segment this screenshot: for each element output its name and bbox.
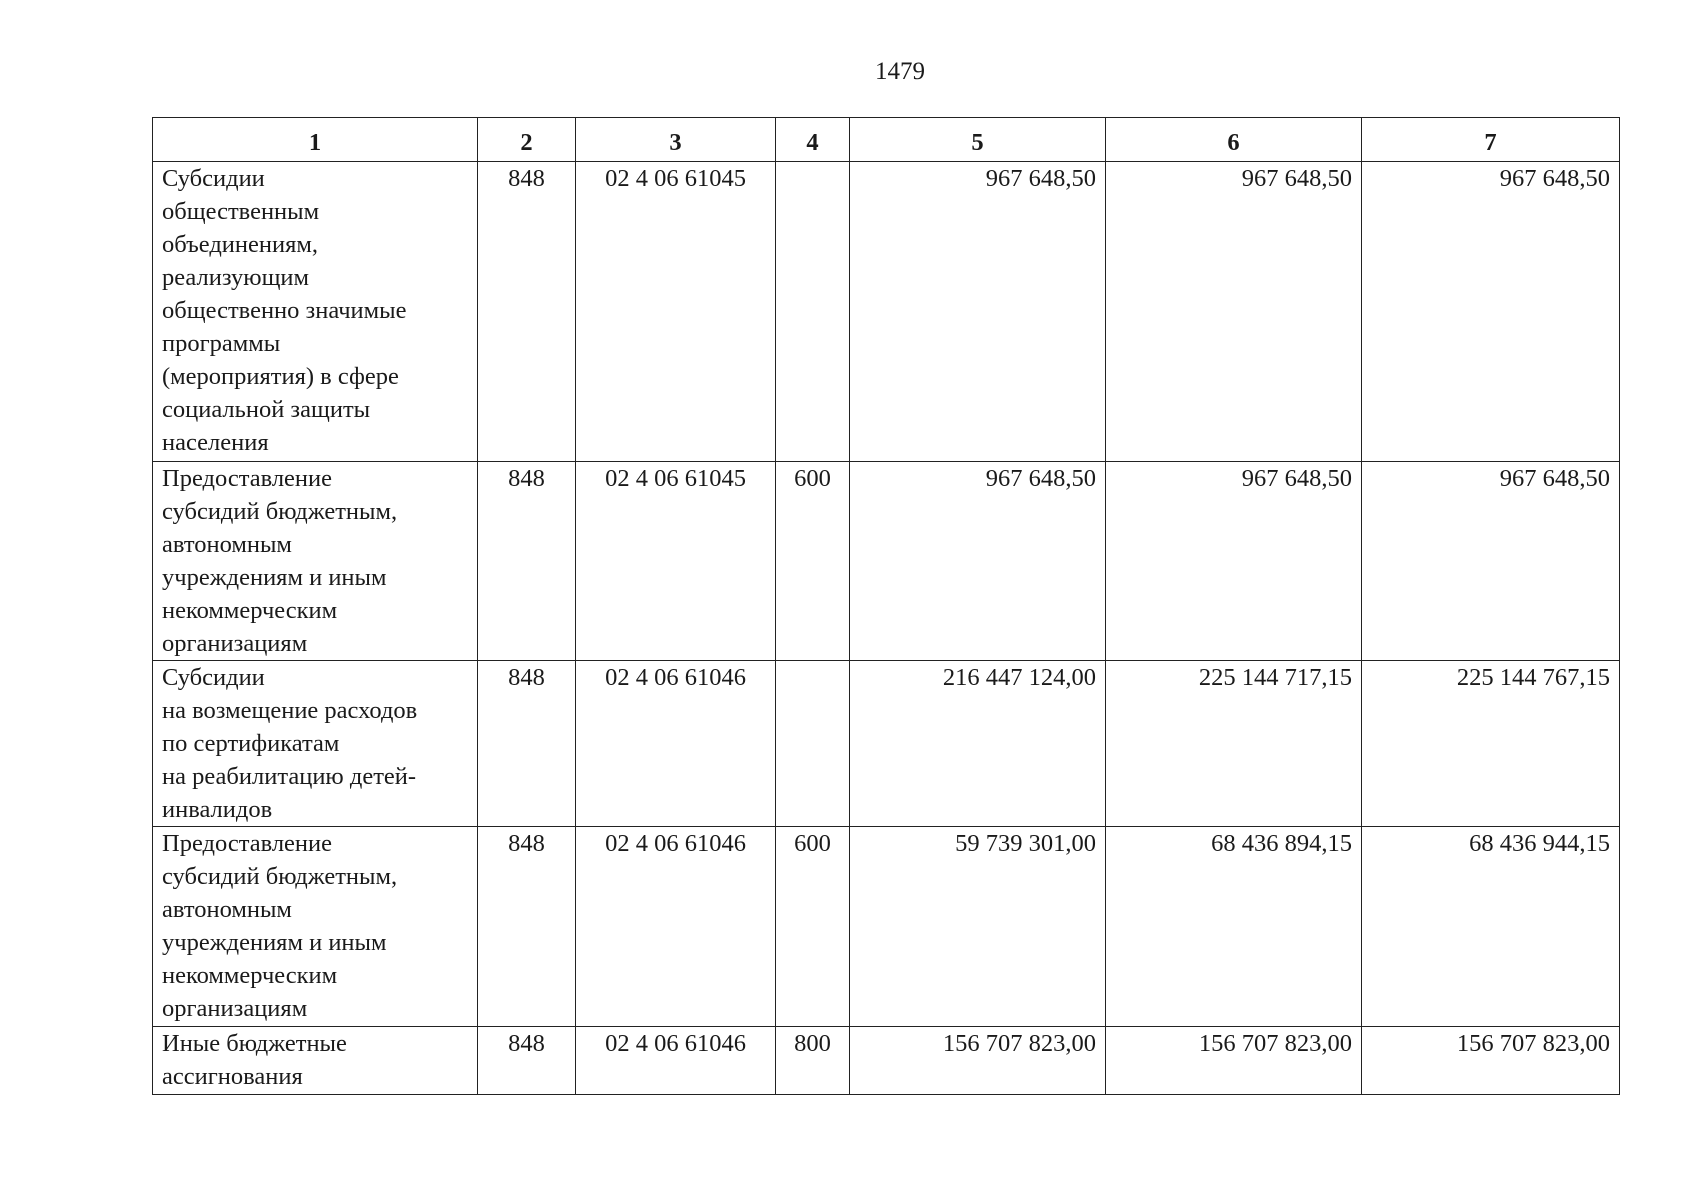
amount-col7-cell: 967 648,50 — [1362, 462, 1620, 661]
row-name-line: населения — [162, 429, 269, 456]
ministry-code-cell: 848 — [478, 462, 576, 661]
column-header-4: 4 — [776, 118, 850, 162]
row-name-line: субсидий бюджетным, — [162, 498, 398, 525]
row-name-cell — [153, 162, 478, 462]
amount-col5-cell: 967 648,50 — [850, 462, 1106, 661]
row-name-line: учреждениям и иным — [162, 564, 387, 591]
row-name-line: Субсидии — [162, 165, 265, 192]
column-header-3: 3 — [576, 118, 776, 162]
row-name-line: Иные бюджетные — [162, 1030, 347, 1057]
row-name-line: по сертификатам — [162, 730, 340, 757]
target-article-cell: 02 4 06 61046 — [576, 661, 776, 827]
target-article-cell: 02 4 06 61045 — [576, 162, 776, 462]
ministry-code-cell: 848 — [478, 162, 576, 462]
amount-col7-cell: 68 436 944,15 — [1362, 827, 1620, 1027]
row-name-line: Предоставление — [162, 465, 333, 492]
target-article-cell: 02 4 06 61046 — [576, 1027, 776, 1095]
target-article-cell: 02 4 06 61045 — [576, 462, 776, 661]
budget-table — [152, 117, 1620, 1095]
row-name-line: Предоставление — [162, 830, 333, 857]
row-name-line: некоммерческим — [162, 962, 338, 989]
amount-col5-cell: 156 707 823,00 — [850, 1027, 1106, 1095]
row-name-line: Субсидии — [162, 664, 265, 691]
amount-col7-cell: 156 707 823,00 — [1362, 1027, 1620, 1095]
expense-type-cell — [776, 162, 850, 462]
row-name-cell — [153, 462, 478, 661]
row-name-line: социальной защиты — [162, 396, 371, 423]
amount-col5-cell: 59 739 301,00 — [850, 827, 1106, 1027]
column-header-1: 1 — [153, 118, 478, 162]
page-number: 1479 — [875, 58, 925, 85]
row-name-cell — [153, 661, 478, 827]
column-header-7: 7 — [1362, 118, 1620, 162]
row-name-line: автономным — [162, 896, 292, 923]
amount-col5-cell: 216 447 124,00 — [850, 661, 1106, 827]
amount-col5-cell: 967 648,50 — [850, 162, 1106, 462]
row-name-line: на возмещение расходов — [162, 697, 418, 724]
ministry-code-cell: 848 — [478, 661, 576, 827]
row-name-line: ассигнования — [162, 1063, 303, 1090]
row-name-line: инвалидов — [162, 796, 273, 823]
row-name-line: реализующим — [162, 264, 310, 291]
amount-col6-cell: 68 436 894,15 — [1106, 827, 1362, 1027]
row-name-cell — [153, 827, 478, 1027]
table-row — [153, 462, 1620, 661]
amount-col7-cell: 225 144 767,15 — [1362, 661, 1620, 827]
amount-col7-cell: 967 648,50 — [1362, 162, 1620, 462]
column-header-2: 2 — [478, 118, 576, 162]
table-row — [153, 1027, 1620, 1095]
ministry-code-cell: 848 — [478, 827, 576, 1027]
column-header-6: 6 — [1106, 118, 1362, 162]
table-row — [153, 661, 1620, 827]
row-name-line: (мероприятия) в сфере — [162, 363, 399, 390]
amount-col6-cell: 967 648,50 — [1106, 162, 1362, 462]
row-name-line: объединениям, — [162, 231, 319, 258]
row-name-line: общественно значимые — [162, 297, 407, 324]
table-row — [153, 827, 1620, 1027]
column-header-5: 5 — [850, 118, 1106, 162]
target-article-cell: 02 4 06 61046 — [576, 827, 776, 1027]
amount-col6-cell: 225 144 717,15 — [1106, 661, 1362, 827]
expense-type-cell: 600 — [776, 462, 850, 661]
row-name-line: некоммерческим — [162, 597, 338, 624]
row-name-cell — [153, 1027, 478, 1095]
amount-col6-cell: 156 707 823,00 — [1106, 1027, 1362, 1095]
row-name-line: учреждениям и иным — [162, 929, 387, 956]
row-name-line: организациям — [162, 630, 308, 657]
amount-col6-cell: 967 648,50 — [1106, 462, 1362, 661]
expense-type-cell: 600 — [776, 827, 850, 1027]
expense-type-cell — [776, 661, 850, 827]
row-name-line: программы — [162, 330, 281, 357]
row-name-line: организациям — [162, 995, 308, 1022]
table-row — [153, 162, 1620, 462]
row-name-line: автономным — [162, 531, 292, 558]
row-name-line: субсидий бюджетным, — [162, 863, 398, 890]
row-name-line: общественным — [162, 198, 320, 225]
ministry-code-cell: 848 — [478, 1027, 576, 1095]
expense-type-cell: 800 — [776, 1027, 850, 1095]
header-row — [153, 118, 1620, 162]
row-name-line: на реабилитацию детей- — [162, 763, 417, 790]
